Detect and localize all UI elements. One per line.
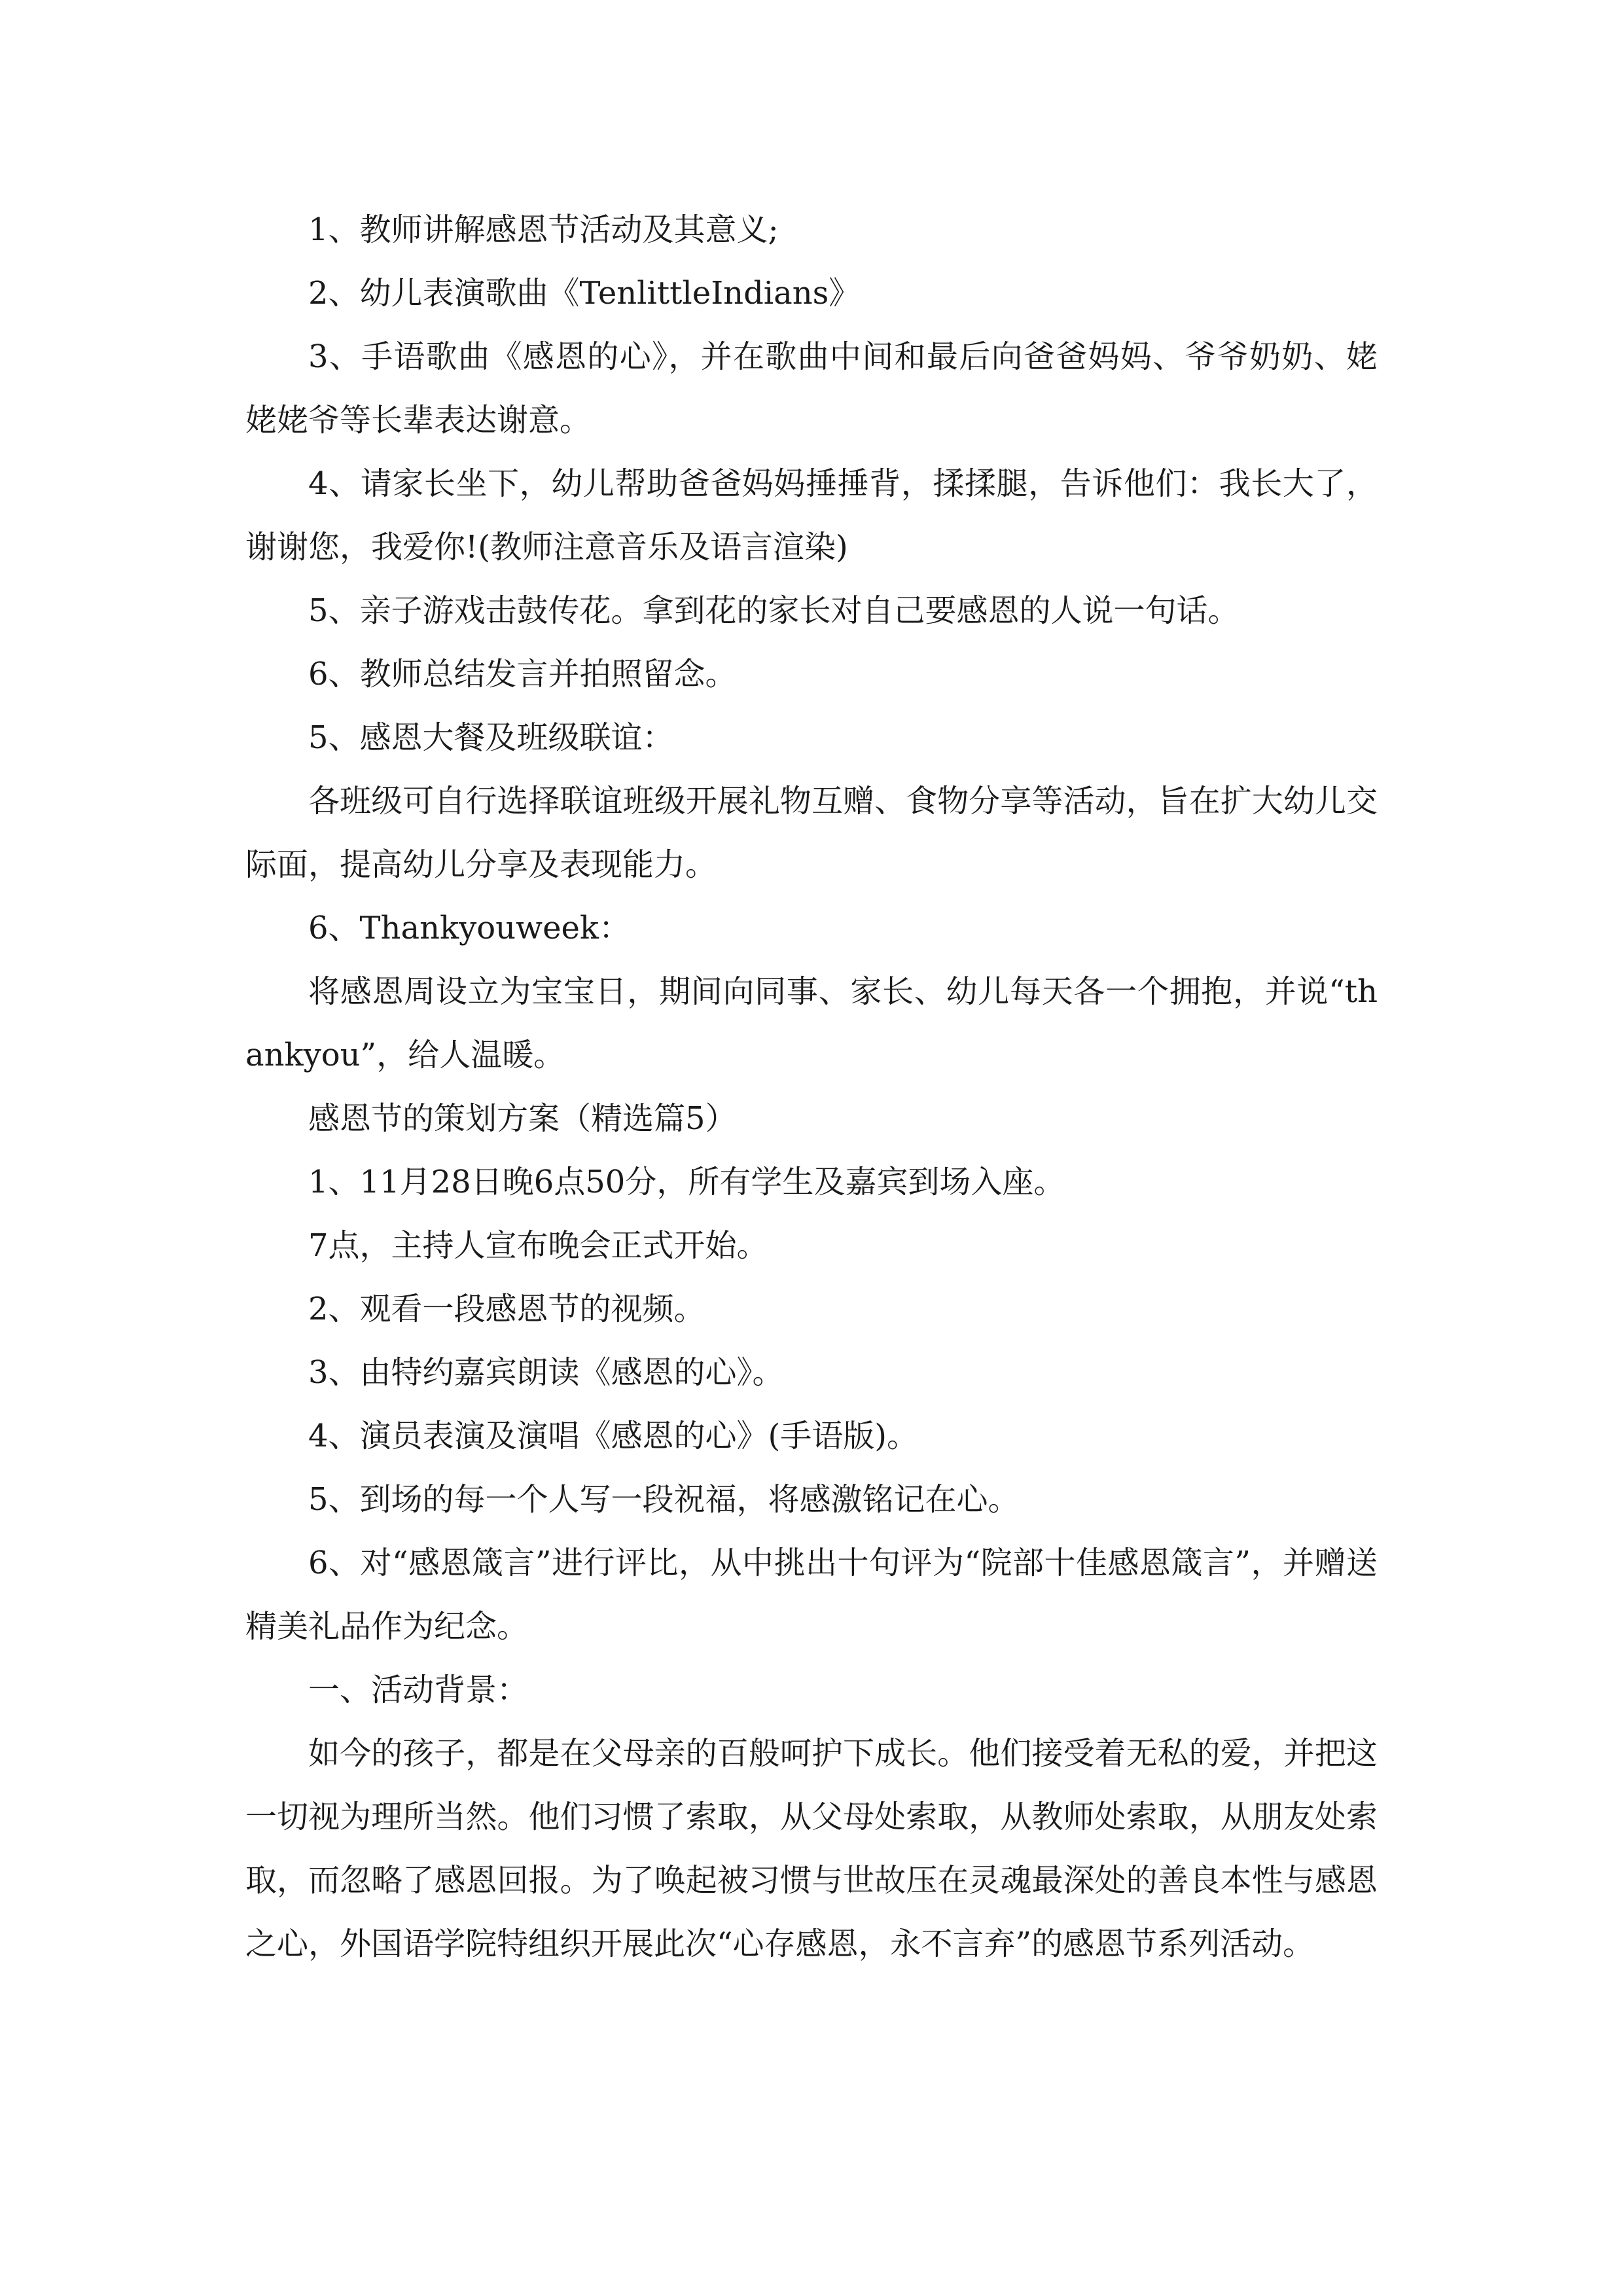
paragraph-16: 4、演员表演及演唱《感恩的心》(手语版)。 xyxy=(308,1418,918,1454)
paragraph-2: 2、幼儿表演歌曲《TenlittleIndians》 xyxy=(308,275,861,312)
section-heading: 感恩节的策划方案（精选篇5） xyxy=(308,1100,737,1137)
paragraph-8: 各班级可自行选择联谊班级开展礼物互赠、食物分享等活动，旨在扩大幼儿交际面，提高幼儿分享及表现能力。 xyxy=(245,783,1378,883)
paragraph-15: 3、由特约嘉宾朗读《感恩的心》。 xyxy=(308,1354,784,1391)
paragraph-6: 6、教师总结发言并拍照留念。 xyxy=(308,656,737,692)
paragraph-18: 6、对“感恩箴言”进行评比，从中挑出十句评为“院部十佳感恩箴言”，并赠送精美礼品作为纪念。 xyxy=(245,1545,1378,1645)
paragraph-5: 5、亲子游戏击鼓传花。拿到花的家长对自己要感恩的人说一句话。 xyxy=(308,592,1240,629)
paragraph-10: 将感恩周设立为宝宝日，期间向同事、家长、幼儿每天各一个拥抱，并说“thankyou”，给人温暖。 xyxy=(245,973,1378,1073)
paragraph-1: 1、教师讲解感恩节活动及其意义; xyxy=(308,211,779,248)
paragraph-9: 6、Thankyouweek： xyxy=(308,910,631,946)
paragraph-14: 2、观看一段感恩节的视频。 xyxy=(308,1291,705,1327)
paragraph-7: 5、感恩大餐及班级联谊： xyxy=(308,719,674,756)
paragraph-3: 3、手语歌曲《感恩的心》，并在歌曲中间和最后向爸爸妈妈、爷爷奶奶、姥姥姥爷等长辈表达谢意。 xyxy=(245,338,1378,439)
paragraph-13: 7点，主持人宣布晚会正式开始。 xyxy=(308,1227,768,1264)
paragraph-12: 1、11月28日晚6点50分，所有学生及嘉宾到场入座。 xyxy=(308,1164,1065,1200)
paragraph-4: 4、请家长坐下，幼儿帮助爸爸妈妈捶捶背，揉揉腿，告诉他们：我长大了，谢谢您，我爱你!(教师注意音乐及语言渲染) xyxy=(245,465,1378,565)
background-heading: 一、活动背景： xyxy=(308,1672,529,1708)
document-page xyxy=(245,198,1378,1976)
paragraph-20: 如今的孩子，都是在父母亲的百般呵护下成长。他们接受着无私的爱，并把这一切视为理所当然。他们习惯了索取，从父母处索取，从教师处索取，从朋友处索取，而忽略了感恩回报。为了唤起被习惯与世故压在灵魂最深处的善良本性与感恩之心，外国语学院特组织开展此次“心存感恩，永不言弃”的感恩节系列活动。 xyxy=(245,1735,1378,1962)
paragraph-17: 5、到场的每一个人写一段祝福，将感激铭记在心。 xyxy=(308,1481,1020,1518)
